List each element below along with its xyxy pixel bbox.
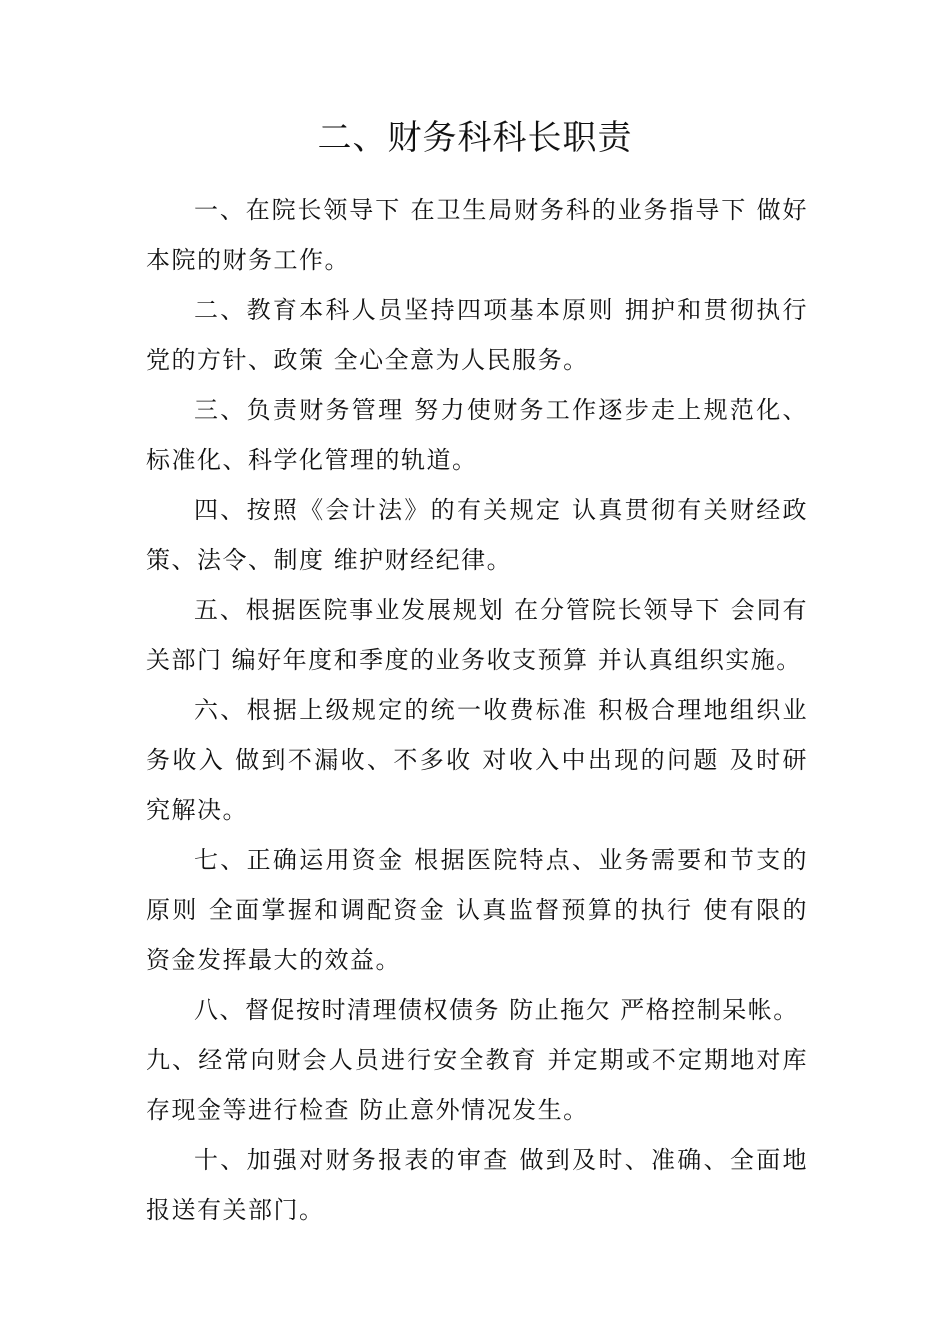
paragraph-8: 八、督促按时清理债权债务 防止拖欠 严格控制呆帐。 [194, 996, 799, 1024]
document-body [146, 185, 808, 1235]
document-title: 二、财务科科长职责 [317, 118, 633, 158]
paragraph-5: 五、根据医院事业发展规划 在分管院长领导下 会同有关部门 编好年度和季度的业务收支预算 并认真组织实施。 [146, 596, 808, 674]
paragraph-2: 二、教育本科人员坚持四项基本原则 拥护和贯彻执行党的方针、政策 全心全意为人民服务。 [146, 296, 808, 374]
paragraph-3: 三、负责财务管理 努力使财务工作逐步走上规范化、标准化、科学化管理的轨道。 [146, 396, 808, 474]
paragraph-1: 一、在院长领导下 在卫生局财务科的业务指导下 做好本院的财务工作。 [146, 196, 808, 274]
paragraph-6: 六、根据上级规定的统一收费标准 积极合理地组织业务收入 做到不漏收、不多收 对收入中出现的问题 及时研究解决。 [146, 696, 808, 824]
paragraph-4: 四、按照《会计法》的有关规定 认真贯彻有关财经政策、法令、制度 维护财经纪律。 [146, 496, 808, 574]
paragraph-10: 十、加强对财务报表的审查 做到及时、准确、全面地报送有关部门。 [146, 1146, 808, 1224]
paragraph-9: 九、经常向财会人员进行安全教育 并定期或不定期地对库存现金等进行检查 防止意外情况发生。 [146, 1046, 808, 1124]
paragraph-7: 七、正确运用资金 根据医院特点、业务需要和节支的原则 全面掌握和调配资金 认真监督预算的执行 使有限的资金发挥最大的效益。 [146, 846, 808, 974]
